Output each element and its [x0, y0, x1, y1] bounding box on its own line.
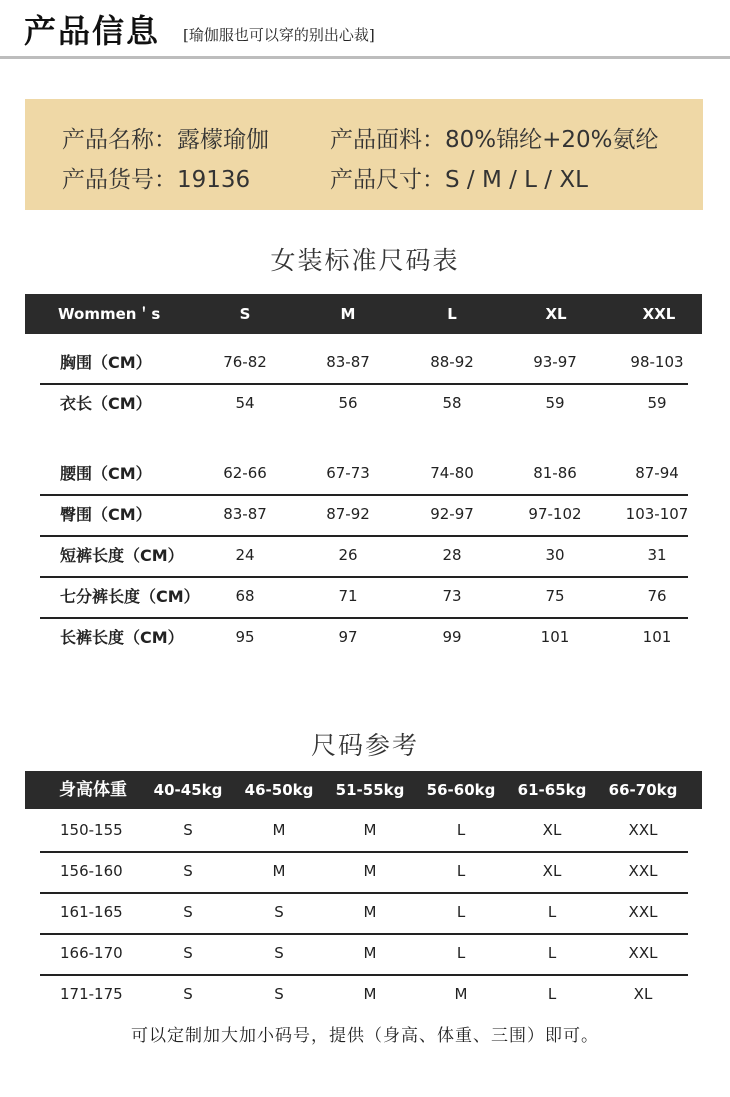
size-ref-title: 尺码参考: [310, 731, 419, 760]
recommended-size: L: [456, 903, 466, 921]
weight-column-header: 56-60kg: [426, 781, 496, 799]
measurement-value: 71: [338, 587, 358, 605]
page-subtitle: [瑜伽服也可以穿的别出心裁]: [183, 26, 375, 44]
weight-column-header: 40-45kg: [153, 781, 223, 799]
measurement-value: 54: [235, 394, 255, 412]
custom-size-note: 可以定制加大加小码号，提供（身高、体重、三围）即可。: [131, 1026, 599, 1046]
size-chart-corner-label: Wommen＇s: [58, 305, 161, 323]
recommended-size: M: [272, 821, 286, 839]
measurement-value: 30: [545, 546, 565, 564]
recommended-size: S: [183, 985, 193, 1003]
measurement-value: 56: [338, 394, 358, 412]
measurement-value: 87-94: [635, 464, 679, 482]
size-chart-header: [25, 294, 702, 334]
measurement-value: 59: [647, 394, 667, 412]
measurement-value: 87-92: [326, 505, 370, 523]
measurement-label: 衣长（CM）: [60, 394, 152, 413]
weight-column-header: 46-50kg: [244, 781, 314, 799]
height-range: 166-170: [60, 944, 123, 962]
recommended-size: M: [363, 903, 377, 921]
measurement-value: 74-80: [430, 464, 474, 482]
recommended-size: L: [456, 862, 466, 880]
measurement-value: 99: [442, 628, 462, 646]
recommended-size: XL: [542, 862, 562, 880]
size-ref-row: [40, 851, 688, 894]
recommended-size: M: [363, 821, 377, 839]
height-range: 161-165: [60, 903, 123, 921]
size-chart-title: 女装标准尺码表: [270, 246, 460, 275]
size-chart-row: [40, 617, 688, 658]
recommended-size: M: [454, 985, 468, 1003]
height-range: 171-175: [60, 985, 123, 1003]
page-title: 产品信息: [24, 12, 161, 50]
recommended-size: XL: [633, 985, 653, 1003]
product-sizes: 产品尺寸：S / M / L / XL: [330, 167, 588, 193]
recommended-size: XXL: [628, 821, 658, 839]
page-header: [0, 0, 730, 59]
measurement-value: 59: [545, 394, 565, 412]
product-fabric: 产品面料：80%锦纶+20%氨纶: [330, 127, 659, 153]
recommended-size: S: [274, 985, 284, 1003]
size-chart-row: [40, 342, 688, 385]
recommended-size: S: [183, 821, 193, 839]
size-ref-row: [40, 933, 688, 976]
recommended-size: M: [363, 862, 377, 880]
size-chart-row: [40, 535, 688, 578]
size-column-header: L: [447, 305, 457, 323]
product-code: 产品货号：19136: [62, 167, 251, 193]
measurement-value: 97-102: [528, 505, 582, 523]
weight-column-header: 51-55kg: [335, 781, 405, 799]
size-column-header: XXL: [642, 305, 676, 323]
height-weight-corner-label: 身高体重: [59, 780, 127, 800]
recommended-size: S: [183, 862, 193, 880]
measurement-value: 95: [235, 628, 255, 646]
measurement-value: 101: [642, 628, 672, 646]
measurement-value: 31: [647, 546, 667, 564]
measurement-value: 93-97: [533, 353, 577, 371]
recommended-size: XXL: [628, 862, 658, 880]
measurement-label: 长裤长度（CM）: [60, 628, 184, 647]
measurement-value: 62-66: [223, 464, 267, 482]
size-ref-row: [40, 810, 688, 853]
recommended-size: XXL: [628, 944, 658, 962]
measurement-label: 臀围（CM）: [60, 505, 152, 524]
recommended-size: L: [547, 985, 557, 1003]
measurement-value: 83-87: [223, 505, 267, 523]
measurement-value: 76-82: [223, 353, 267, 371]
recommended-size: L: [547, 903, 557, 921]
weight-column-header: 66-70kg: [608, 781, 678, 799]
measurement-value: 75: [545, 587, 565, 605]
measurement-label: 胸围（CM）: [60, 353, 152, 372]
size-chart-row: [40, 453, 688, 496]
product-info-box: [25, 99, 703, 210]
size-column-header: S: [239, 305, 251, 323]
measurement-value: 67-73: [326, 464, 370, 482]
measurement-value: 103-107: [625, 505, 689, 523]
size-column-header: XL: [545, 305, 567, 323]
measurement-value: 28: [442, 546, 462, 564]
recommended-size: S: [274, 903, 284, 921]
height-range: 156-160: [60, 862, 123, 880]
recommended-size: L: [547, 944, 557, 962]
measurement-value: 24: [235, 546, 255, 564]
measurement-label: 七分裤长度（CM）: [60, 587, 200, 606]
measurement-value: 58: [442, 394, 462, 412]
size-ref-row: [40, 974, 688, 1015]
size-chart-row: [40, 494, 688, 537]
size-ref-header: [25, 771, 702, 809]
measurement-label: 腰围（CM）: [60, 464, 152, 483]
recommended-size: XL: [542, 821, 562, 839]
measurement-value: 92-97: [430, 505, 474, 523]
measurement-label: 短裤长度（CM）: [60, 546, 184, 565]
recommended-size: XXL: [628, 903, 658, 921]
recommended-size: M: [272, 862, 286, 880]
size-chart-row: [40, 383, 688, 424]
measurement-value: 76: [647, 587, 667, 605]
measurement-value: 83-87: [326, 353, 370, 371]
weight-column-header: 61-65kg: [517, 781, 587, 799]
measurement-value: 26: [338, 546, 358, 564]
recommended-size: S: [183, 903, 193, 921]
measurement-value: 88-92: [430, 353, 474, 371]
height-range: 150-155: [60, 821, 123, 839]
measurement-value: 97: [338, 628, 358, 646]
recommended-size: M: [363, 985, 377, 1003]
measurement-value: 98-103: [630, 353, 684, 371]
recommended-size: L: [456, 821, 466, 839]
measurement-value: 73: [442, 587, 462, 605]
size-chart-row: [40, 576, 688, 619]
recommended-size: M: [363, 944, 377, 962]
measurement-value: 81-86: [533, 464, 577, 482]
size-ref-row: [40, 892, 688, 935]
recommended-size: L: [456, 944, 466, 962]
measurement-value: 68: [235, 587, 255, 605]
recommended-size: S: [274, 944, 284, 962]
product-name: 产品名称：露檬瑜伽: [62, 127, 269, 153]
recommended-size: S: [183, 944, 193, 962]
size-column-header: M: [340, 305, 356, 323]
measurement-value: 101: [540, 628, 570, 646]
